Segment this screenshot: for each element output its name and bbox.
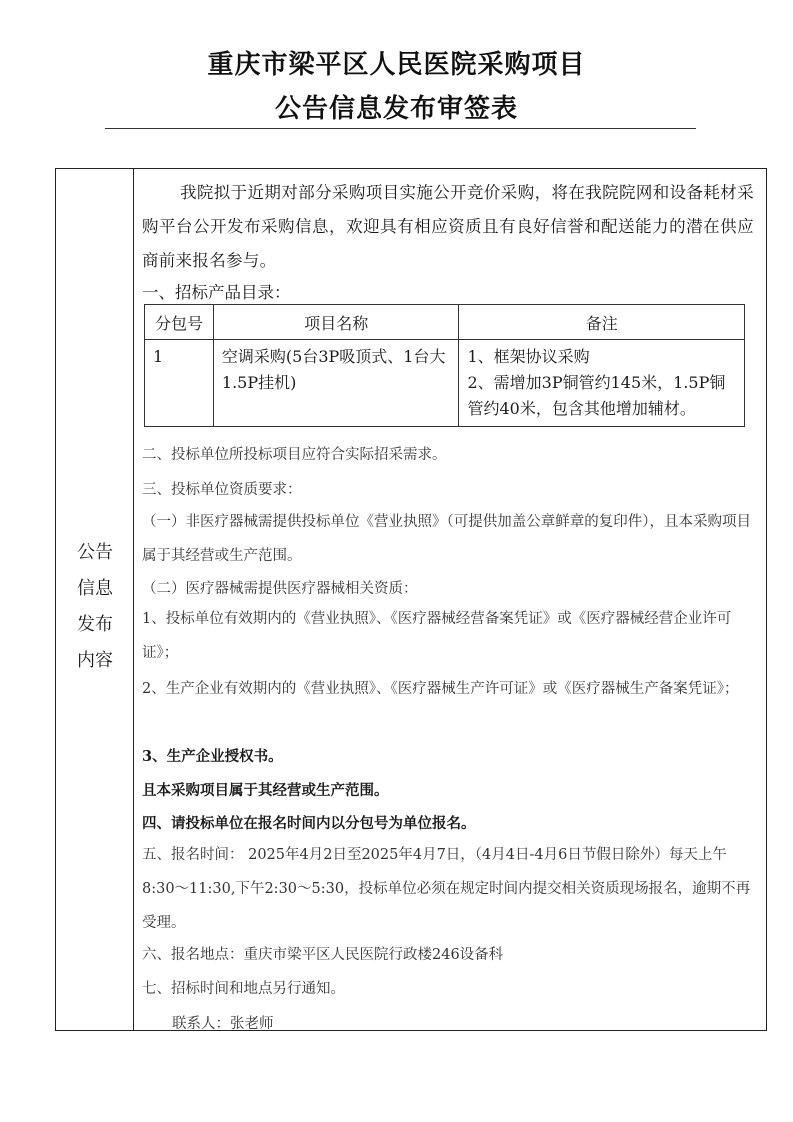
section6-registration-place: 六、报名地点：重庆市梁平区人民医院行政楼246设备科 bbox=[142, 947, 504, 963]
table-header-row bbox=[145, 305, 745, 340]
document-title-line1: 重庆市梁平区人民医院采购项目 bbox=[207, 50, 586, 80]
requirement-2-item3: 3、生产企业授权书。 bbox=[142, 748, 283, 765]
requirement-scope: 且本采购项目属于其经营或生产范围。 bbox=[142, 782, 389, 799]
cell-remark bbox=[459, 340, 745, 427]
side-label-char: 公告 bbox=[77, 542, 113, 563]
section1-heading: 一、招标产品目录： bbox=[142, 283, 291, 302]
header-remark: 备注 bbox=[459, 305, 745, 340]
intro-paragraph: 我院拟于近期对部分采购项目实施公开竞价采购，将在我院院网和设备耗材采购平台公开发布采购信息，欢迎具有相应资质且有良好信誉和配送能力的潜在供应商前来报名参与。 bbox=[142, 183, 754, 270]
section3-heading: 三、投标单位资质要求： bbox=[142, 482, 302, 498]
document-title-line2: 公告信息发布审签表 bbox=[274, 94, 518, 124]
remark-line2: 2、需增加3P铜管约145米，1.5P铜管约40米，包含其他增加辅材。 bbox=[467, 373, 726, 418]
side-label-char: 内容 bbox=[77, 650, 113, 671]
product-catalog-table bbox=[144, 304, 745, 427]
side-label-char: 发布 bbox=[77, 614, 113, 635]
side-label-char: 信息 bbox=[77, 578, 113, 599]
requirement-2-item2: 2、生产企业有效期内的《营业执照》、《医疗器械生产许可证》或《医疗器械生产备案凭证》； bbox=[142, 681, 739, 697]
side-label bbox=[57, 535, 133, 679]
table-row bbox=[145, 340, 745, 427]
form-column-divider bbox=[133, 168, 134, 1031]
cell-package-no: 1 bbox=[145, 340, 214, 427]
section5-registration-time: 五、报名时间： 2025年4月2日至2025年4月7日，（4月4日-4月6日节假日除外）每天上午8:30～11:30,下午2:30～5:30，投标单位必须在规定时间内提交相关资质现场报名，逾期不再受理。 bbox=[142, 847, 751, 931]
requirement-1: （一）非医疗器械需提供投标单位《营业执照》（可提供加盖公章鲜章的复印件），且本采购项目属于其经营或生产范围。 bbox=[142, 514, 751, 564]
header-package-no: 分包号 bbox=[145, 305, 214, 340]
cell-project-name: 空调采购(5台3P吸顶式、1台大1.5P挂机) bbox=[213, 340, 459, 427]
contact-person: 联系人：张老师 bbox=[172, 1016, 274, 1032]
section2-text: 二、投标单位所投标项目应符合实际招采需求。 bbox=[142, 447, 447, 463]
title-underline bbox=[105, 128, 696, 129]
header-project-name: 项目名称 bbox=[213, 305, 459, 340]
requirement-2: （二）医疗器械需提供医疗器械相关资质： bbox=[142, 581, 418, 597]
section4-text: 四、请投标单位在报名时间内以分包号为单位报名。 bbox=[142, 815, 476, 832]
section7-text: 七、招标时间和地点另行通知。 bbox=[142, 981, 345, 997]
requirement-2-item1: 1、投标单位有效期内的《营业执照》、《医疗器械经营备案凭证》或《医疗器械经营企业许可证》； bbox=[142, 611, 732, 661]
remark-line1: 1、框架协议采购 bbox=[467, 347, 590, 366]
